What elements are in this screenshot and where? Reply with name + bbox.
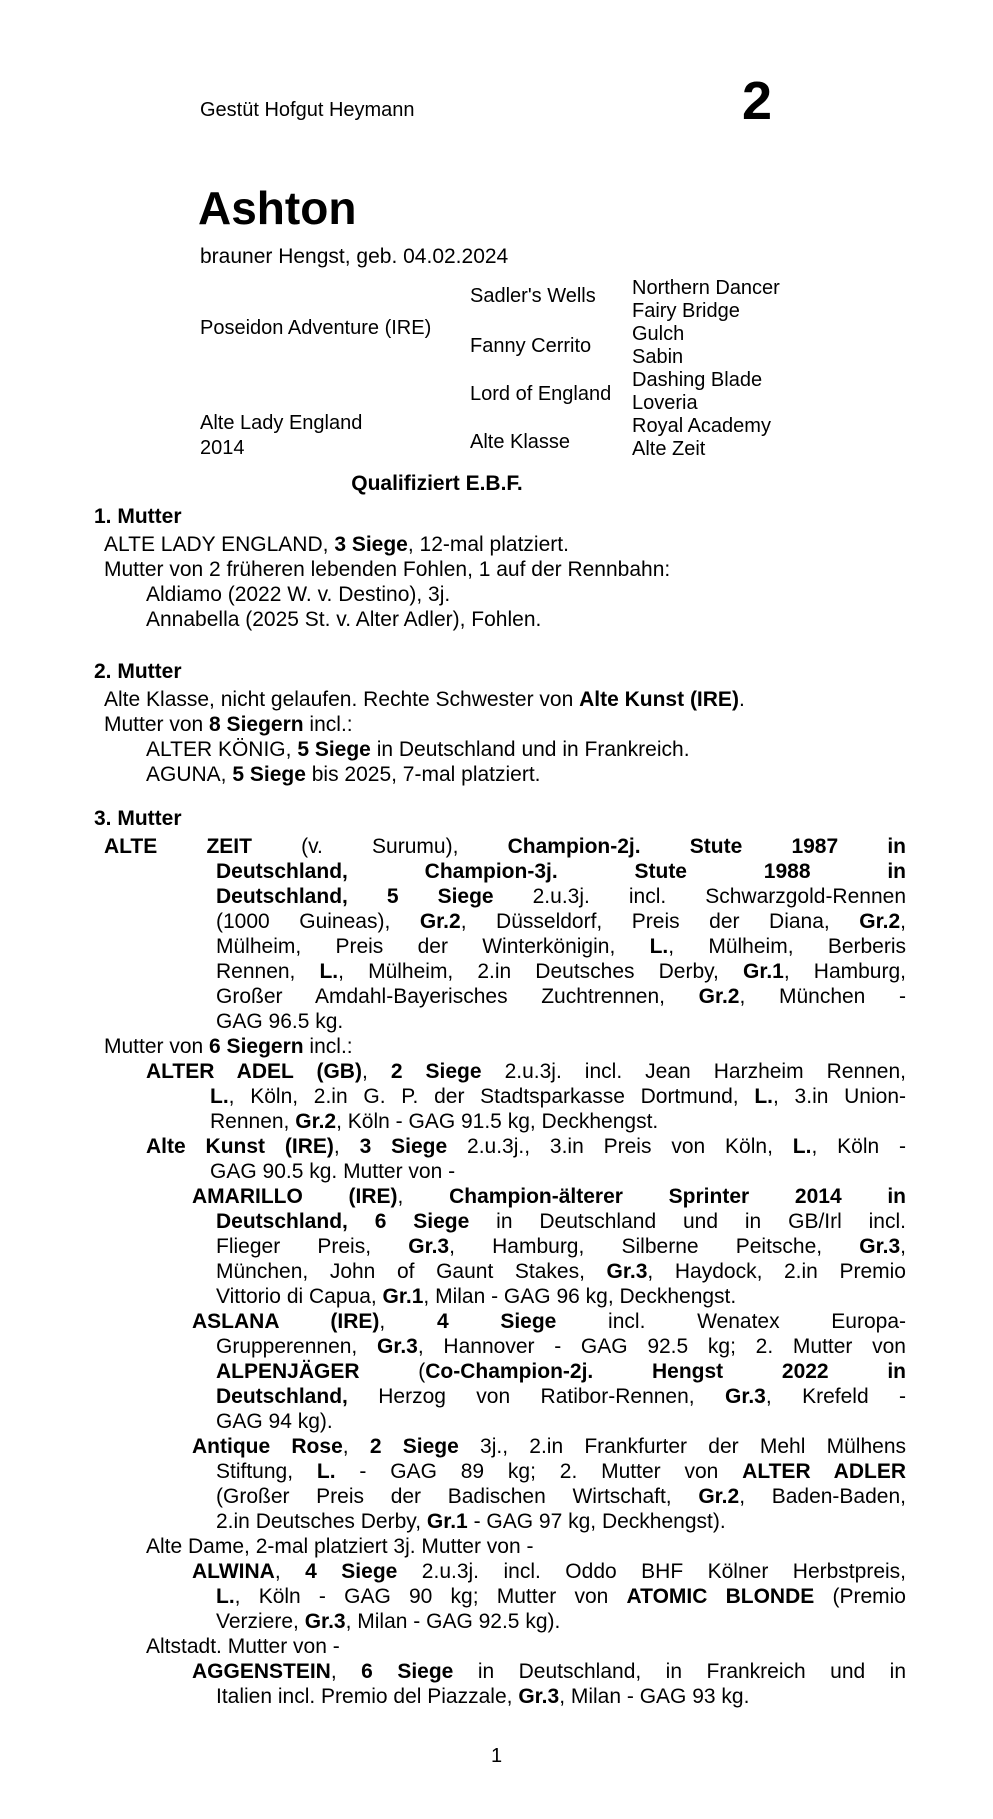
text-line: Deutschland, Herzog von Ratibor-Rennen, Gr.3, Krefeld - bbox=[216, 1385, 906, 1408]
mutter-section bbox=[0, 806, 906, 1709]
catalog-paragraph bbox=[0, 557, 906, 582]
text-line: Stiftung, L. - GAG 89 kg; 2. Mutter von ALTER ADLER bbox=[216, 1460, 906, 1483]
text-line: Alte Klasse, nicht gelaufen. Rechte Schwester von Alte Kunst (IRE). bbox=[104, 688, 745, 711]
text-line: (Großer Preis der Badischen Wirtschaft, Gr.2, Baden-Baden, bbox=[216, 1485, 906, 1508]
section-heading: 2. Mutter bbox=[94, 660, 182, 683]
pedigree-sire: Poseidon Adventure (IRE) bbox=[200, 317, 432, 339]
text-line: Mülheim, Preis der Winterkönigin, L., Mülheim, Berberis bbox=[216, 935, 907, 958]
text-line: Alte Kunst (IRE), 3 Siege 2.u.3j., 3.in Preis von Köln, L., Köln - bbox=[146, 1135, 907, 1158]
text-line: ALTER KÖNIG, 5 Siege in Deutschland und in Frankreich. bbox=[146, 738, 690, 761]
pedigree-gen2-entry: Alte Klasse bbox=[470, 431, 571, 453]
text-line: Flieger Preis, Gr.3, Hamburg, Silberne Peitsche, Gr.3, bbox=[216, 1235, 906, 1258]
text-line: L., Köln, 2.in G. P. der Stadtsparkasse Dortmund, L., 3.in Union- bbox=[210, 1085, 906, 1108]
text-line: L., Köln - GAG 90 kg; Mutter von ATOMIC BLONDE (Premio bbox=[216, 1585, 906, 1608]
text-line: Mutter von 8 Siegern incl.: bbox=[104, 713, 353, 736]
pedigree-gen3-entry: Alte Zeit bbox=[632, 438, 706, 460]
section-heading: 3. Mutter bbox=[94, 807, 182, 830]
pedigree-gen2-entry: Lord of England bbox=[470, 383, 612, 405]
text-line: Mutter von 2 früheren lebenden Fohlen, 1 auf der Rennbahn: bbox=[104, 558, 671, 581]
pedigree-gen3-entry: Dashing Blade bbox=[632, 369, 763, 391]
catalog-paragraph bbox=[0, 1134, 906, 1184]
text-line: Aldiamo (2022 W. v. Destino), 3j. bbox=[146, 583, 451, 606]
text-line: Verziere, Gr.3, Milan - GAG 92.5 kg). bbox=[216, 1610, 561, 1633]
text-line: GAG 96.5 kg. bbox=[216, 1010, 344, 1033]
text-line: Altstadt. Mutter von - bbox=[146, 1635, 340, 1658]
pedigree-text-sections bbox=[0, 504, 906, 1709]
pedigree-gen3-entry: Gulch bbox=[632, 323, 685, 345]
text-line: 2.in Deutsches Derby, Gr.1 - GAG 97 kg, Deckhengst). bbox=[216, 1510, 726, 1533]
catalog-paragraph bbox=[0, 1034, 906, 1059]
horse-description: brauner Hengst, geb. 04.02.2024 bbox=[200, 245, 509, 268]
text-line: Deutschland, Champion-3j. Stute 1988 in bbox=[216, 860, 906, 883]
text-line: Vittorio di Capua, Gr.1, Milan - GAG 96 kg, Deckhengst. bbox=[216, 1285, 737, 1308]
text-line: ALTER ADEL (GB), 2 Siege 2.u.3j. incl. Jean Harzheim Rennen, bbox=[146, 1060, 906, 1083]
ebf-qualification: Qualifiziert E.B.F. bbox=[351, 472, 523, 495]
section-heading: 1. Mutter bbox=[94, 505, 182, 528]
text-line: Grupperennen, Gr.3, Hannover - GAG 92.5 kg; 2. Mutter von bbox=[216, 1335, 906, 1358]
pedigree-dam-year: 2014 bbox=[200, 437, 245, 459]
catalog-paragraph bbox=[0, 1309, 906, 1434]
mutter-section bbox=[0, 504, 906, 632]
pedigree-gen3-entry: Loveria bbox=[632, 392, 698, 414]
text-line: Antique Rose, 2 Siege 3j., 2.in Frankfurter der Mehl Mülhens bbox=[192, 1435, 907, 1458]
text-line: Alte Dame, 2-mal platziert 3j. Mutter von - bbox=[146, 1535, 534, 1558]
catalog-paragraph bbox=[0, 737, 906, 762]
text-line: ALTE ZEIT (v. Surumu), Champion-2j. Stute 1987 in bbox=[104, 835, 906, 858]
catalog-paragraph bbox=[0, 532, 906, 557]
catalog-number: 2 bbox=[741, 71, 772, 131]
text-line: München, John of Gaunt Stakes, Gr.3, Haydock, 2.in Premio bbox=[216, 1260, 906, 1283]
pedigree-gen2-entry: Fanny Cerrito bbox=[470, 335, 592, 357]
pedigree-dam-name: Alte Lady England bbox=[200, 412, 363, 434]
text-line: Annabella (2025 St. v. Alter Adler), Fohlen. bbox=[146, 608, 542, 631]
text-line: ALWINA, 4 Siege 2.u.3j. incl. Oddo BHF Kölner Herbstpreis, bbox=[192, 1560, 906, 1583]
catalog-paragraph bbox=[0, 687, 906, 712]
catalog-paragraph bbox=[0, 1559, 906, 1634]
catalog-paragraph bbox=[0, 1434, 906, 1534]
text-line: GAG 90.5 kg. Mutter von - bbox=[210, 1160, 456, 1183]
page-number: 1 bbox=[490, 1745, 503, 1767]
mutter-section bbox=[0, 659, 906, 787]
catalog-paragraph bbox=[0, 582, 906, 607]
pedigree-dam bbox=[200, 411, 362, 461]
text-line: AGUNA, 5 Siege bis 2025, 7-mal platziert. bbox=[146, 763, 541, 786]
catalog-paragraph bbox=[0, 1534, 906, 1559]
catalog-paragraph bbox=[0, 1659, 906, 1709]
text-line: Rennen, L., Mülheim, 2.in Deutsches Derby, Gr.1, Hamburg, bbox=[216, 960, 906, 983]
catalog-paragraph bbox=[0, 762, 906, 787]
horse-name: Ashton bbox=[198, 182, 357, 234]
pedigree-gen3-entry: Northern Dancer bbox=[632, 277, 780, 299]
text-line: Deutschland, 6 Siege in Deutschland und in GB/Irl incl. bbox=[216, 1210, 906, 1233]
text-line: Deutschland, 5 Siege 2.u.3j. incl. Schwarzgold-Rennen bbox=[216, 885, 906, 908]
breeder-name: Gestüt Hofgut Heymann bbox=[200, 99, 415, 121]
text-line: Großer Amdahl-Bayerisches Zuchtrennen, Gr.2, München - bbox=[216, 985, 906, 1008]
text-line: AMARILLO (IRE), Champion-älterer Sprinter 2014 in bbox=[192, 1185, 906, 1208]
pedigree-gen3-entry: Royal Academy bbox=[632, 415, 771, 437]
text-line: Rennen, Gr.2, Köln - GAG 91.5 kg, Deckhengst. bbox=[210, 1110, 659, 1133]
text-line: Italien incl. Premio del Piazzale, Gr.3, Milan - GAG 93 kg. bbox=[216, 1685, 750, 1708]
text-line: AGGENSTEIN, 6 Siege in Deutschland, in Frankreich und in bbox=[192, 1660, 907, 1683]
text-line: ALPENJÄGER (Co-Champion-2j. Hengst 2022 in bbox=[216, 1360, 907, 1383]
pedigree-gen2-entry: Sadler's Wells bbox=[470, 285, 596, 307]
catalog-paragraph bbox=[0, 1184, 906, 1309]
text-line: ASLANA (IRE), 4 Siege incl. Wenatex Europa- bbox=[192, 1310, 906, 1333]
pedigree-gen3-entry: Fairy Bridge bbox=[632, 300, 740, 322]
pedigree-gen3-entry: Sabin bbox=[632, 346, 684, 368]
catalog-paragraph bbox=[0, 1634, 906, 1659]
text-line: GAG 94 kg). bbox=[216, 1410, 333, 1433]
text-line: (1000 Guineas), Gr.2, Düsseldorf, Preis der Diana, Gr.2, bbox=[216, 910, 906, 933]
catalog-paragraph bbox=[0, 1059, 906, 1134]
text-line: ALTE LADY ENGLAND, 3 Siege, 12-mal platziert. bbox=[104, 533, 569, 556]
catalog-paragraph bbox=[0, 607, 906, 632]
catalog-paragraph bbox=[0, 834, 906, 1034]
catalog-paragraph bbox=[0, 712, 906, 737]
text-line: Mutter von 6 Siegern incl.: bbox=[104, 1035, 353, 1058]
